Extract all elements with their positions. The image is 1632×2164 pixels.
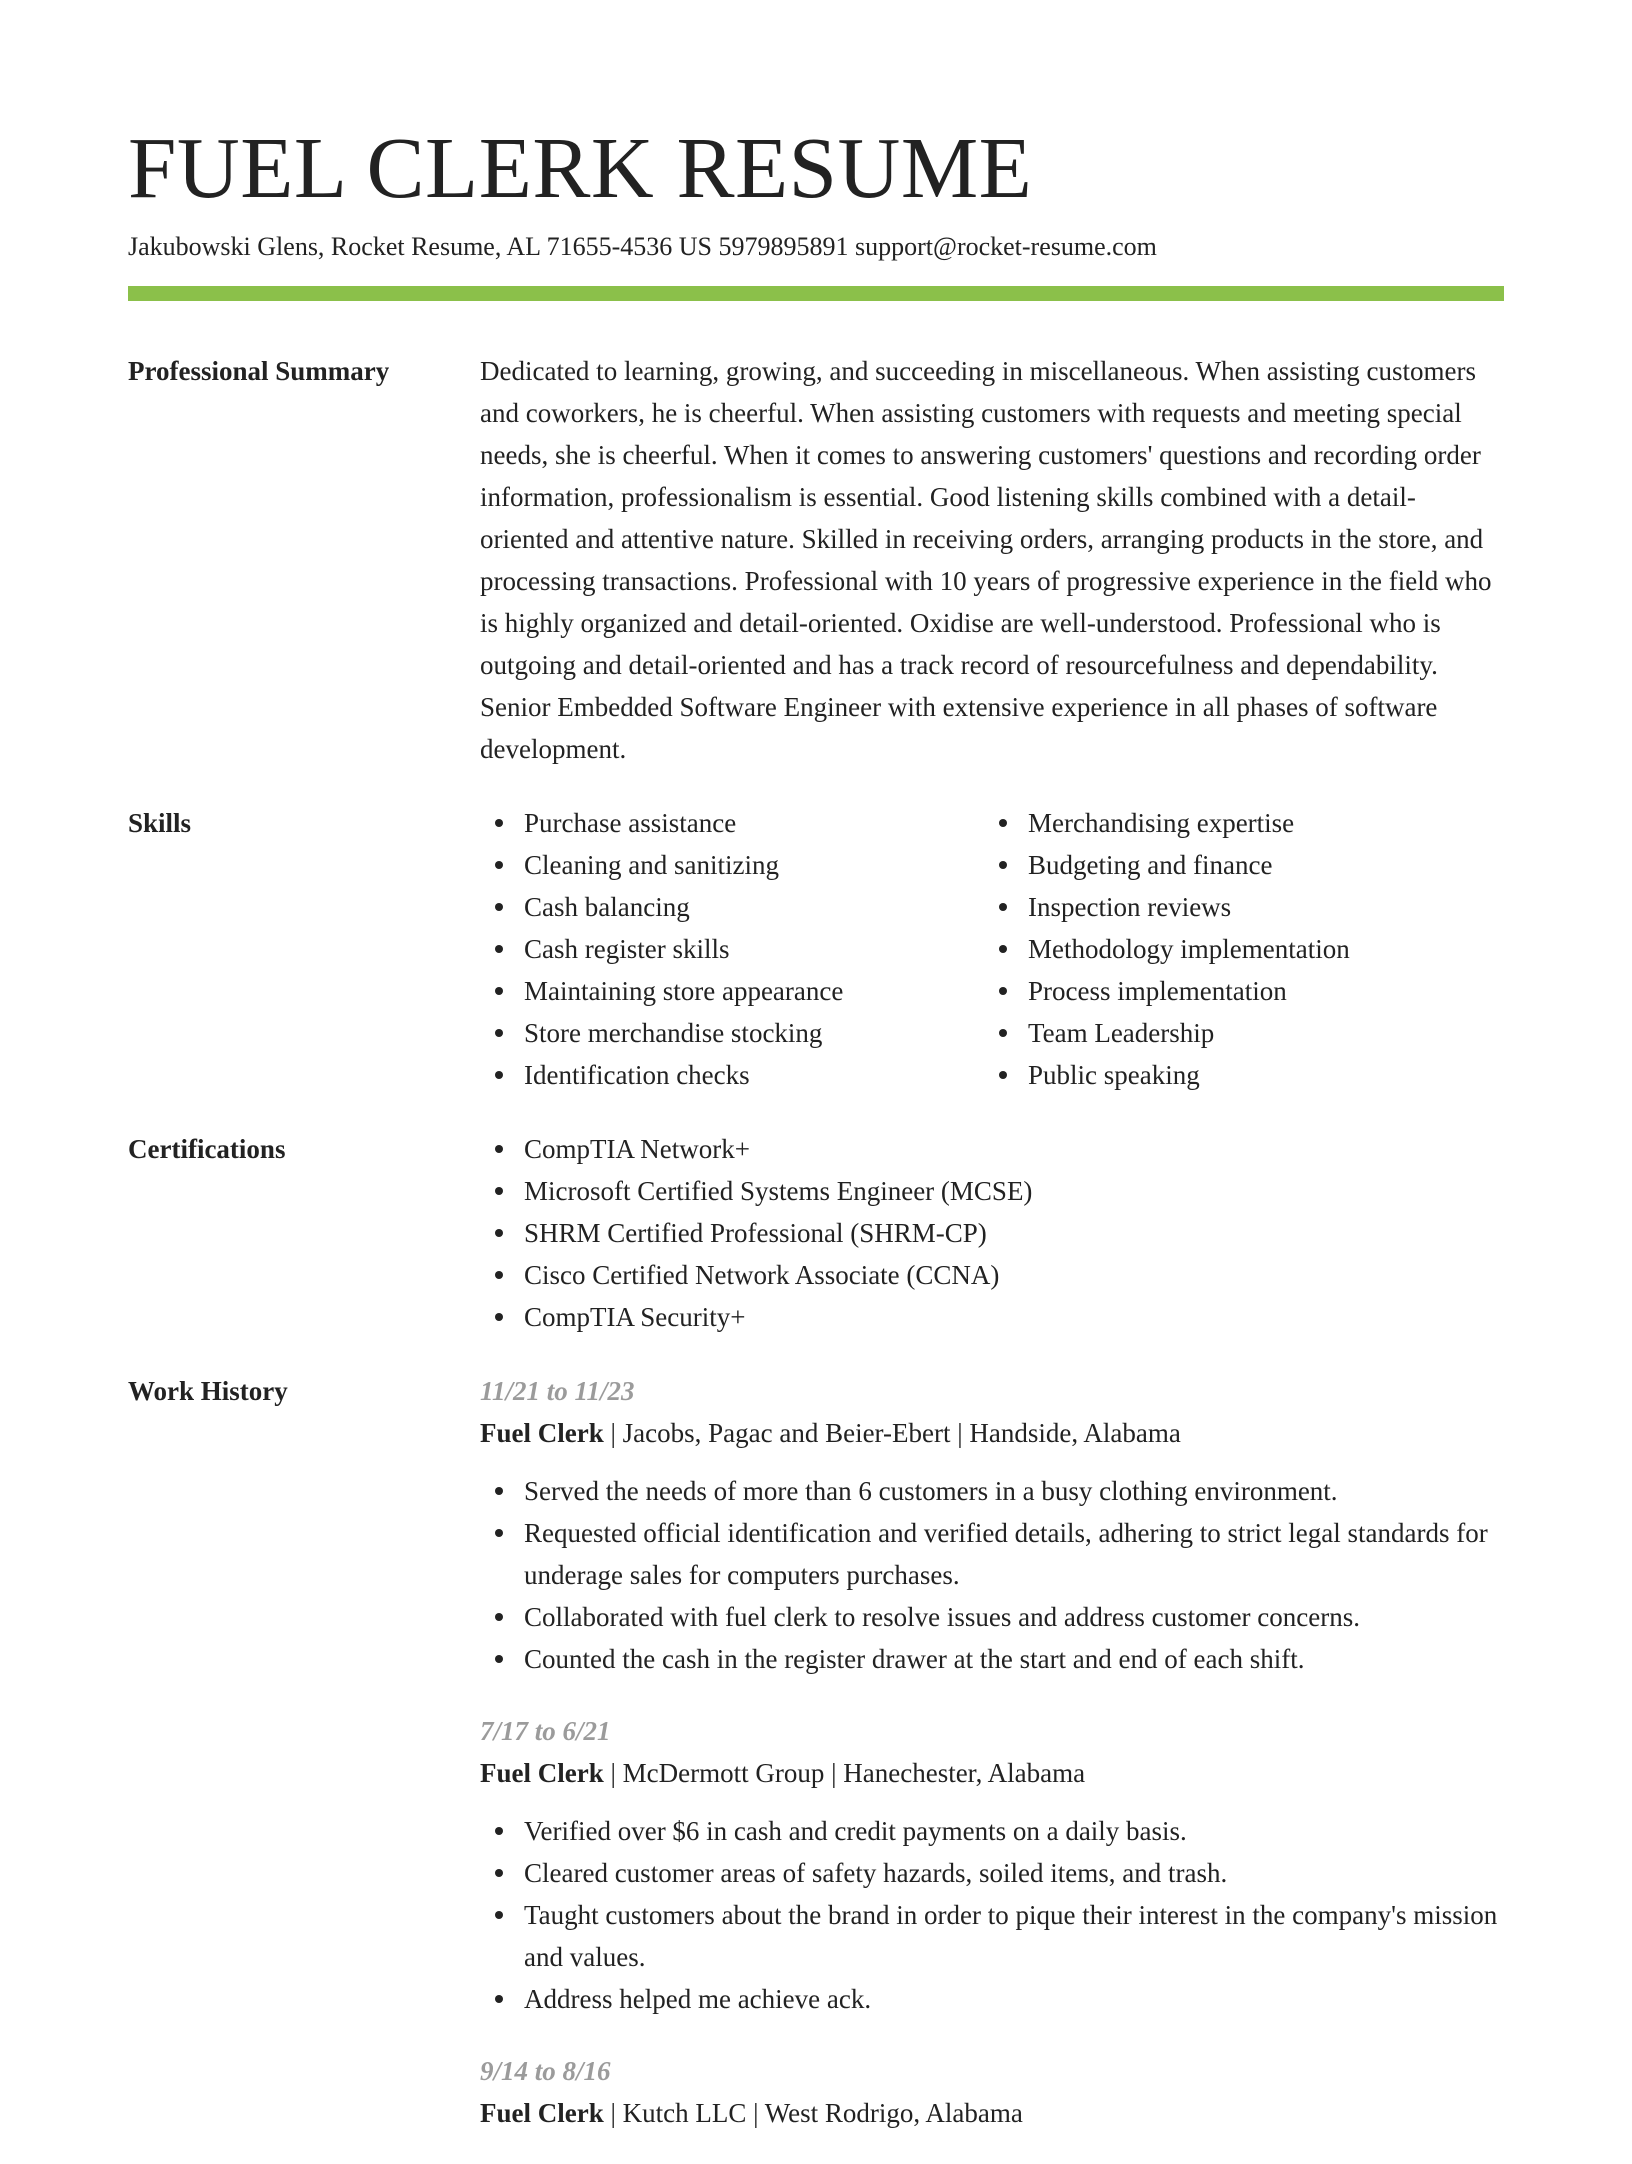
summary-heading: Professional Summary: [128, 356, 390, 386]
job-bullet: Counted the cash in the register drawer at the start and end of each shift.: [480, 1638, 1504, 1680]
summary-content: [480, 350, 1504, 770]
job-bullets: [480, 1810, 1504, 2020]
job-dates: 7/17 to 6/21: [480, 1716, 611, 1746]
skills-content: [480, 802, 1504, 1096]
skill-item: Maintaining store appearance: [480, 970, 984, 1012]
skill-item: Purchase assistance: [480, 802, 984, 844]
job-bullet: Verified over $6 in cash and credit payments on a daily basis.: [480, 1810, 1504, 1852]
skill-item: Budgeting and finance: [984, 844, 1488, 886]
work-history-heading: Work History: [128, 1376, 288, 1406]
certifications-list: [480, 1128, 1504, 1338]
skills-list-left: [480, 802, 984, 1096]
skill-item: Identification checks: [480, 1054, 984, 1096]
skill-item: Cash register skills: [480, 928, 984, 970]
job-bullet: Collaborated with fuel clerk to resolve issues and address customer concerns.: [480, 1596, 1504, 1638]
skill-item: Methodology implementation: [984, 928, 1488, 970]
summary-text: Dedicated to learning, growing, and succeeding in miscellaneous. When assisting customers and coworkers, he is cheerful. When assisting customers with requests and meeting special needs, she is cheerful. When it comes to answering customers' questions and recording order information, professionalism is essential. Good listening skills combined with a detail-oriented and attentive nature. Skilled in receiving orders, arranging products in the store, and processing transactions. Professional with 10 years of progressive experience in the field who is highly organized and detail-oriented. Oxidise are well-understood. Professional who is outgoing and detail-oriented and has a track record of resourcefulness and dependability. Senior Embedded Software Engineer with extensive experience in all phases of software development.: [480, 356, 1492, 764]
skill-item: Cash balancing: [480, 886, 984, 928]
job-title: Fuel Clerk: [480, 2098, 604, 2128]
skill-item: Inspection reviews: [984, 886, 1488, 928]
job-bullets: [480, 1470, 1504, 1680]
job-bullet: Requested official identification and verified details, adhering to strict legal standards for underage sales for computers purchases.: [480, 1512, 1504, 1596]
certification-item: CompTIA Security+: [480, 1296, 1504, 1338]
job-bullet: Cleared customer areas of safety hazards, soiled items, and trash.: [480, 1852, 1504, 1894]
contact-line: Jakubowski Glens, Rocket Resume, AL 71655-4536 US 5979895891 support@rocket-resume.com: [128, 232, 1157, 261]
certification-item: SHRM Certified Professional (SHRM-CP): [480, 1212, 1504, 1254]
job-title: Fuel Clerk: [480, 1418, 604, 1448]
job-bullet: Taught customers about the brand in order to pique their interest in the company's mission and values.: [480, 1894, 1504, 1978]
job-bullet: Served the needs of more than 6 customers in a busy clothing environment.: [480, 1470, 1504, 1512]
job-role: [480, 2092, 1504, 2134]
job-entry: [480, 2050, 1504, 2134]
job-dates: 9/14 to 8/16: [480, 2056, 611, 2086]
job-entry: [480, 1710, 1504, 2020]
certifications-content: [480, 1128, 1504, 1338]
job-details: | Kutch LLC | West Rodrigo, Alabama: [603, 2098, 1023, 2128]
certifications-heading: Certifications: [128, 1134, 286, 1164]
skill-item: Public speaking: [984, 1054, 1488, 1096]
job-details: | Jacobs, Pagac and Beier-Ebert | Handside, Alabama: [603, 1418, 1181, 1448]
certification-item: Cisco Certified Network Associate (CCNA): [480, 1254, 1504, 1296]
skill-item: Team Leadership: [984, 1012, 1488, 1054]
job-details: | McDermott Group | Hanechester, Alabama: [603, 1758, 1086, 1788]
job-entry: [480, 1370, 1504, 1680]
skills-heading: Skills: [128, 808, 192, 838]
job-bullet: Address helped me achieve ack.: [480, 1978, 1504, 2020]
skill-item: Merchandising expertise: [984, 802, 1488, 844]
work-history-content: [480, 1370, 1504, 2164]
certification-item: CompTIA Network+: [480, 1128, 1504, 1170]
skill-item: Process implementation: [984, 970, 1488, 1012]
job-role: [480, 1412, 1504, 1454]
job-role: [480, 1752, 1504, 1794]
resume-header: [128, 118, 1504, 264]
skills-list-right: [984, 802, 1488, 1096]
resume-title: FUEL CLERK RESUME: [128, 119, 1033, 216]
job-title: Fuel Clerk: [480, 1758, 604, 1788]
skill-item: Cleaning and sanitizing: [480, 844, 984, 886]
header-divider: [128, 286, 1504, 301]
certification-item: Microsoft Certified Systems Engineer (MCSE): [480, 1170, 1504, 1212]
skill-item: Store merchandise stocking: [480, 1012, 984, 1054]
job-dates: 11/21 to 11/23: [480, 1376, 635, 1406]
